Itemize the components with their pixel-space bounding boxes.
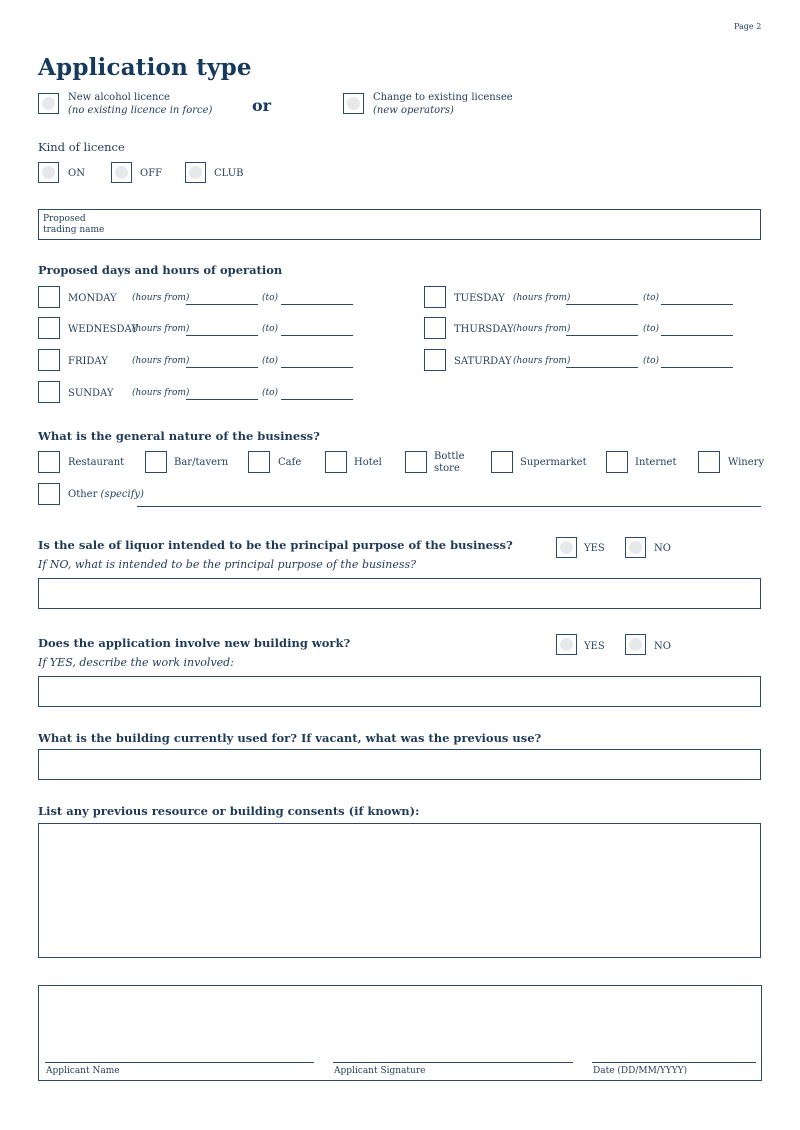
- date-field[interactable]: [592, 1062, 756, 1063]
- monday-label: MONDAY: [68, 293, 117, 304]
- bottle-store-label: [434, 451, 465, 475]
- hours-to-label: (to): [262, 293, 279, 303]
- kind-of-licence-heading: Kind of licence: [38, 140, 125, 154]
- trading-name-field[interactable]: [38, 209, 761, 240]
- hours-from-label: (hours from): [513, 324, 571, 334]
- liquor-no-checkbox[interactable]: [625, 537, 646, 558]
- page-number: Page 2: [734, 22, 762, 31]
- hotel-label: Hotel: [354, 457, 382, 468]
- consents-field[interactable]: [38, 823, 761, 958]
- liquor-question: Is the sale of liquor intended to be the principal purpose of the business?: [38, 538, 513, 552]
- licence-on-label: ON: [68, 168, 85, 179]
- friday-from-field[interactable]: [186, 367, 258, 368]
- licence-club-label: CLUB: [214, 168, 244, 179]
- hours-to-label: (to): [643, 356, 660, 366]
- new-licence-label: New alcohol licence: [68, 92, 170, 103]
- tuesday-from-field[interactable]: [566, 304, 638, 305]
- building-work-field[interactable]: [38, 676, 761, 707]
- change-licensee-label: Change to existing licensee: [373, 92, 513, 103]
- winery-label: Winery: [728, 457, 765, 468]
- hours-from-label: (hours from): [513, 356, 571, 366]
- internet-checkbox[interactable]: [606, 451, 628, 473]
- winery-checkbox[interactable]: [698, 451, 720, 473]
- licence-off-checkbox[interactable]: [111, 162, 132, 183]
- monday-to-field[interactable]: [281, 304, 353, 305]
- building-no-label: NO: [654, 641, 671, 652]
- trading-name-label-2: trading name: [43, 225, 105, 235]
- applicant-name-field[interactable]: [45, 1062, 314, 1063]
- wednesday-to-field[interactable]: [281, 335, 353, 336]
- thursday-to-field[interactable]: [661, 335, 733, 336]
- building-yes-checkbox[interactable]: [556, 634, 577, 655]
- current-use-field[interactable]: [38, 749, 761, 780]
- bottle-store-checkbox[interactable]: [405, 451, 427, 473]
- nature-heading: What is the general nature of the business?: [38, 429, 320, 443]
- hours-to-label: (to): [643, 293, 660, 303]
- friday-label: FRIDAY: [68, 356, 108, 367]
- hours-heading: Proposed days and hours of operation: [38, 263, 283, 277]
- saturday-checkbox[interactable]: [424, 349, 446, 371]
- internet-label: Internet: [635, 457, 677, 468]
- other-label: [68, 489, 144, 500]
- monday-checkbox[interactable]: [38, 286, 60, 308]
- liquor-yes-label: YES: [584, 543, 605, 554]
- friday-checkbox[interactable]: [38, 349, 60, 371]
- monday-from-field[interactable]: [186, 304, 258, 305]
- page-title: Application type: [38, 54, 252, 81]
- cafe-label: Cafe: [278, 457, 302, 468]
- sunday-to-field[interactable]: [281, 399, 353, 400]
- supermarket-label: Supermarket: [520, 457, 587, 468]
- bottle-store-label-1: Bottle: [434, 451, 465, 462]
- sunday-from-field[interactable]: [186, 399, 258, 400]
- bar-tavern-checkbox[interactable]: [145, 451, 167, 473]
- consents-question: List any previous resource or building consents (if known):: [38, 804, 420, 818]
- applicant-signature-label: Applicant Signature: [334, 1066, 426, 1076]
- liquor-no-label: NO: [654, 543, 671, 554]
- hours-from-label: (hours from): [132, 388, 190, 398]
- other-label-text: Other: [68, 489, 98, 500]
- tuesday-to-field[interactable]: [661, 304, 733, 305]
- sunday-label: SUNDAY: [68, 388, 114, 399]
- saturday-from-field[interactable]: [566, 367, 638, 368]
- hours-to-label: (to): [262, 356, 279, 366]
- building-subquestion: If YES, describe the work involved:: [38, 656, 234, 669]
- applicant-signature-field[interactable]: [333, 1062, 573, 1063]
- restaurant-label: Restaurant: [68, 457, 125, 468]
- cafe-checkbox[interactable]: [248, 451, 270, 473]
- wednesday-label: WEDNESDAY: [68, 324, 138, 335]
- licence-on-checkbox[interactable]: [38, 162, 59, 183]
- current-use-question: What is the building currently used for? If vacant, what was the previous use?: [38, 731, 542, 745]
- date-label: Date (DD/MM/YYYY): [593, 1066, 688, 1076]
- licence-off-label: OFF: [140, 168, 163, 179]
- applicant-name-label: Applicant Name: [46, 1066, 120, 1076]
- thursday-label: THURSDAY: [454, 324, 514, 335]
- hours-to-label: (to): [262, 324, 279, 334]
- building-yes-label: YES: [584, 641, 605, 652]
- trading-name-label-1: Proposed: [43, 214, 86, 224]
- other-checkbox[interactable]: [38, 483, 60, 505]
- saturday-to-field[interactable]: [661, 367, 733, 368]
- hours-from-label: (hours from): [513, 293, 571, 303]
- tuesday-checkbox[interactable]: [424, 286, 446, 308]
- licence-club-checkbox[interactable]: [185, 162, 206, 183]
- other-specify-field[interactable]: [137, 506, 761, 507]
- restaurant-checkbox[interactable]: [38, 451, 60, 473]
- friday-to-field[interactable]: [281, 367, 353, 368]
- hours-to-label: (to): [643, 324, 660, 334]
- wednesday-checkbox[interactable]: [38, 317, 60, 339]
- sunday-checkbox[interactable]: [38, 381, 60, 403]
- building-no-checkbox[interactable]: [625, 634, 646, 655]
- change-licensee-checkbox[interactable]: [343, 93, 364, 114]
- new-licence-checkbox[interactable]: [38, 93, 59, 114]
- bottle-store-label-2: store: [434, 463, 460, 474]
- change-licensee-sublabel: (new operators): [373, 105, 454, 116]
- liquor-subquestion: If NO, what is intended to be the principal purpose of the business?: [38, 558, 417, 571]
- new-licence-sublabel: (no existing licence in force): [68, 105, 213, 116]
- signature-block: [38, 985, 762, 1081]
- hours-from-label: (hours from): [132, 324, 190, 334]
- saturday-label: SATURDAY: [454, 356, 512, 367]
- hours-to-label: (to): [262, 388, 279, 398]
- principal-purpose-field[interactable]: [38, 578, 761, 609]
- building-question: Does the application involve new building work?: [38, 636, 351, 650]
- hours-from-label: (hours from): [132, 356, 190, 366]
- bar-tavern-label: Bar/tavern: [174, 457, 229, 468]
- or-separator: or: [252, 96, 272, 115]
- hours-from-label: (hours from): [132, 293, 190, 303]
- tuesday-label: TUESDAY: [454, 293, 505, 304]
- wednesday-from-field[interactable]: [186, 335, 258, 336]
- liquor-yes-checkbox[interactable]: [556, 537, 577, 558]
- thursday-from-field[interactable]: [566, 335, 638, 336]
- thursday-checkbox[interactable]: [424, 317, 446, 339]
- supermarket-checkbox[interactable]: [491, 451, 513, 473]
- specify-label: (specify): [100, 489, 144, 500]
- hotel-checkbox[interactable]: [325, 451, 347, 473]
